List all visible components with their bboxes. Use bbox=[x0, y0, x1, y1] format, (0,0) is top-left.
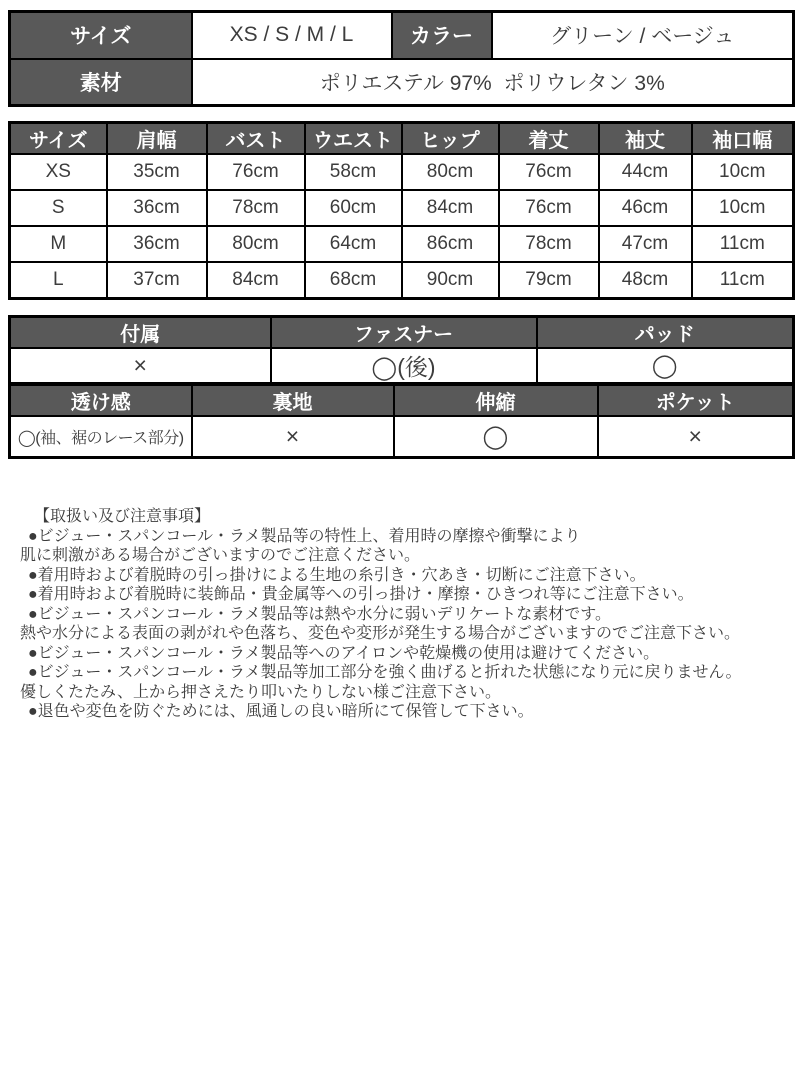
features-table-a bbox=[8, 315, 795, 385]
measure-cell: 76cm bbox=[499, 190, 599, 226]
col-header-fastener: ファスナー bbox=[271, 316, 537, 348]
measure-cell: 44cm bbox=[599, 154, 692, 190]
col-header-pad: パッド bbox=[537, 316, 794, 348]
color-label-cell: カラー bbox=[392, 12, 492, 59]
measure-cell: 10cm bbox=[692, 190, 794, 226]
note-line: ●ビジュー・スパンコール・ラメ製品等加工部分を強く曲げると折れた状態になり元に戻りません。 bbox=[28, 664, 742, 681]
col-header-length: 着丈 bbox=[499, 123, 599, 155]
note-line: 優しくたたみ、上から押さえたり叩いたりしない様ご注意下さい。 bbox=[20, 683, 501, 701]
measure-cell: 78cm bbox=[499, 226, 599, 262]
measure-cell: 36cm bbox=[107, 226, 207, 262]
measure-cell: 79cm bbox=[499, 262, 599, 298]
note-line: 肌に刺激がある場合がございますのでご注意ください。 bbox=[20, 547, 421, 564]
measure-cell: 90cm bbox=[402, 262, 499, 298]
size-color-material-table bbox=[8, 10, 795, 107]
measure-cell: 11cm bbox=[692, 262, 794, 298]
handling-notes bbox=[20, 507, 780, 722]
measure-cell: 60cm bbox=[305, 190, 402, 226]
table-row bbox=[10, 12, 794, 59]
col-header-stretch: 伸縮 bbox=[394, 384, 598, 416]
measure-cell: 64cm bbox=[305, 226, 402, 262]
pad-value-cell: ◯ bbox=[537, 348, 794, 384]
features-table-b bbox=[8, 383, 795, 460]
table-row-xs bbox=[10, 154, 794, 190]
measure-cell: 37cm bbox=[107, 262, 207, 298]
note-line: 熱や水分による表面の剥がれや色落ち、変色や変形が発生する場合がございますのでご注意下さい。 bbox=[20, 625, 741, 642]
col-header-sheerness: 透け感 bbox=[10, 384, 192, 416]
table-row bbox=[10, 384, 794, 416]
note-line: ●ビジュー・スパンコール・ラメ製品等へのアイロンや乾燥機の使用は避けてください。 bbox=[28, 644, 660, 662]
accessory-value-cell: × bbox=[10, 348, 271, 384]
table-row bbox=[10, 348, 794, 384]
size-label-cell: サイズ bbox=[10, 12, 192, 59]
note-line: ●ビジュー・スパンコール・ラメ製品等は熱や水分に弱いデリケートな素材です。 bbox=[28, 605, 611, 623]
size-value-cell: XS / S / M / L bbox=[192, 12, 392, 59]
measure-cell: 48cm bbox=[599, 262, 692, 298]
size-cell: L bbox=[10, 262, 107, 298]
measurement-table bbox=[8, 121, 795, 300]
measure-cell: 80cm bbox=[402, 154, 499, 190]
measure-cell: 80cm bbox=[207, 226, 305, 262]
measure-cell: 76cm bbox=[499, 154, 599, 190]
table-row bbox=[10, 416, 794, 458]
table-row-s bbox=[10, 190, 794, 226]
note-line: ●ビジュー・スパンコール・ラメ製品等の特性上、着用時の摩擦や衝撃により bbox=[28, 527, 581, 545]
material-value-cell: ポリエステル 97% ポリウレタン 3% bbox=[192, 59, 794, 106]
measure-cell: 86cm bbox=[402, 226, 499, 262]
measure-cell: 36cm bbox=[107, 190, 207, 226]
col-header-size: サイズ bbox=[10, 123, 107, 155]
note-line: ●退色や変色を防ぐためには、風通しの良い暗所にて保管して下さい。 bbox=[28, 703, 534, 720]
measure-cell: 76cm bbox=[207, 154, 305, 190]
col-header-waist: ウエスト bbox=[305, 123, 402, 155]
stretch-value-cell: ◯ bbox=[394, 416, 598, 458]
measurement-header-row bbox=[10, 123, 794, 155]
material-label-cell: 素材 bbox=[10, 59, 192, 106]
sheerness-value-cell: ◯(袖、裾のレース部分) bbox=[10, 416, 192, 458]
size-cell: M bbox=[10, 226, 107, 262]
notes-title: 【取扱い及び注意事項】 bbox=[34, 508, 211, 525]
measure-cell: 47cm bbox=[599, 226, 692, 262]
col-header-accessory: 付属 bbox=[10, 316, 271, 348]
col-header-lining: 裏地 bbox=[192, 384, 394, 416]
lining-value-cell: × bbox=[192, 416, 394, 458]
col-header-cuff: 袖口幅 bbox=[692, 123, 794, 155]
col-header-hip: ヒップ bbox=[402, 123, 499, 155]
measure-cell: 84cm bbox=[207, 262, 305, 298]
measure-cell: 58cm bbox=[305, 154, 402, 190]
measure-cell: 68cm bbox=[305, 262, 402, 298]
col-header-bust: バスト bbox=[207, 123, 305, 155]
measure-cell: 35cm bbox=[107, 154, 207, 190]
col-header-pocket: ポケット bbox=[598, 384, 794, 416]
size-cell: XS bbox=[10, 154, 107, 190]
col-header-shoulder: 肩幅 bbox=[107, 123, 207, 155]
table-row-l bbox=[10, 262, 794, 298]
measure-cell: 78cm bbox=[207, 190, 305, 226]
table-row bbox=[10, 59, 794, 106]
measure-cell: 10cm bbox=[692, 154, 794, 190]
fastener-value-cell: ◯(後) bbox=[271, 348, 537, 384]
table-row-m bbox=[10, 226, 794, 262]
table-row bbox=[10, 316, 794, 348]
measure-cell: 11cm bbox=[692, 226, 794, 262]
size-cell: S bbox=[10, 190, 107, 226]
pocket-value-cell: × bbox=[598, 416, 794, 458]
col-header-sleeve: 袖丈 bbox=[599, 123, 692, 155]
measure-cell: 84cm bbox=[402, 190, 499, 226]
measure-cell: 46cm bbox=[599, 190, 692, 226]
note-line: ●着用時および着脱時の引っ掛けによる生地の糸引き・穴あき・切断にご注意下さい。 bbox=[28, 566, 646, 584]
color-value-cell: グリーン / ベージュ bbox=[492, 12, 794, 59]
note-line: ●着用時および着脱時に装飾品・貴金属等への引っ掛け・摩擦・ひきつれ等にご注意下さい。 bbox=[28, 586, 694, 603]
